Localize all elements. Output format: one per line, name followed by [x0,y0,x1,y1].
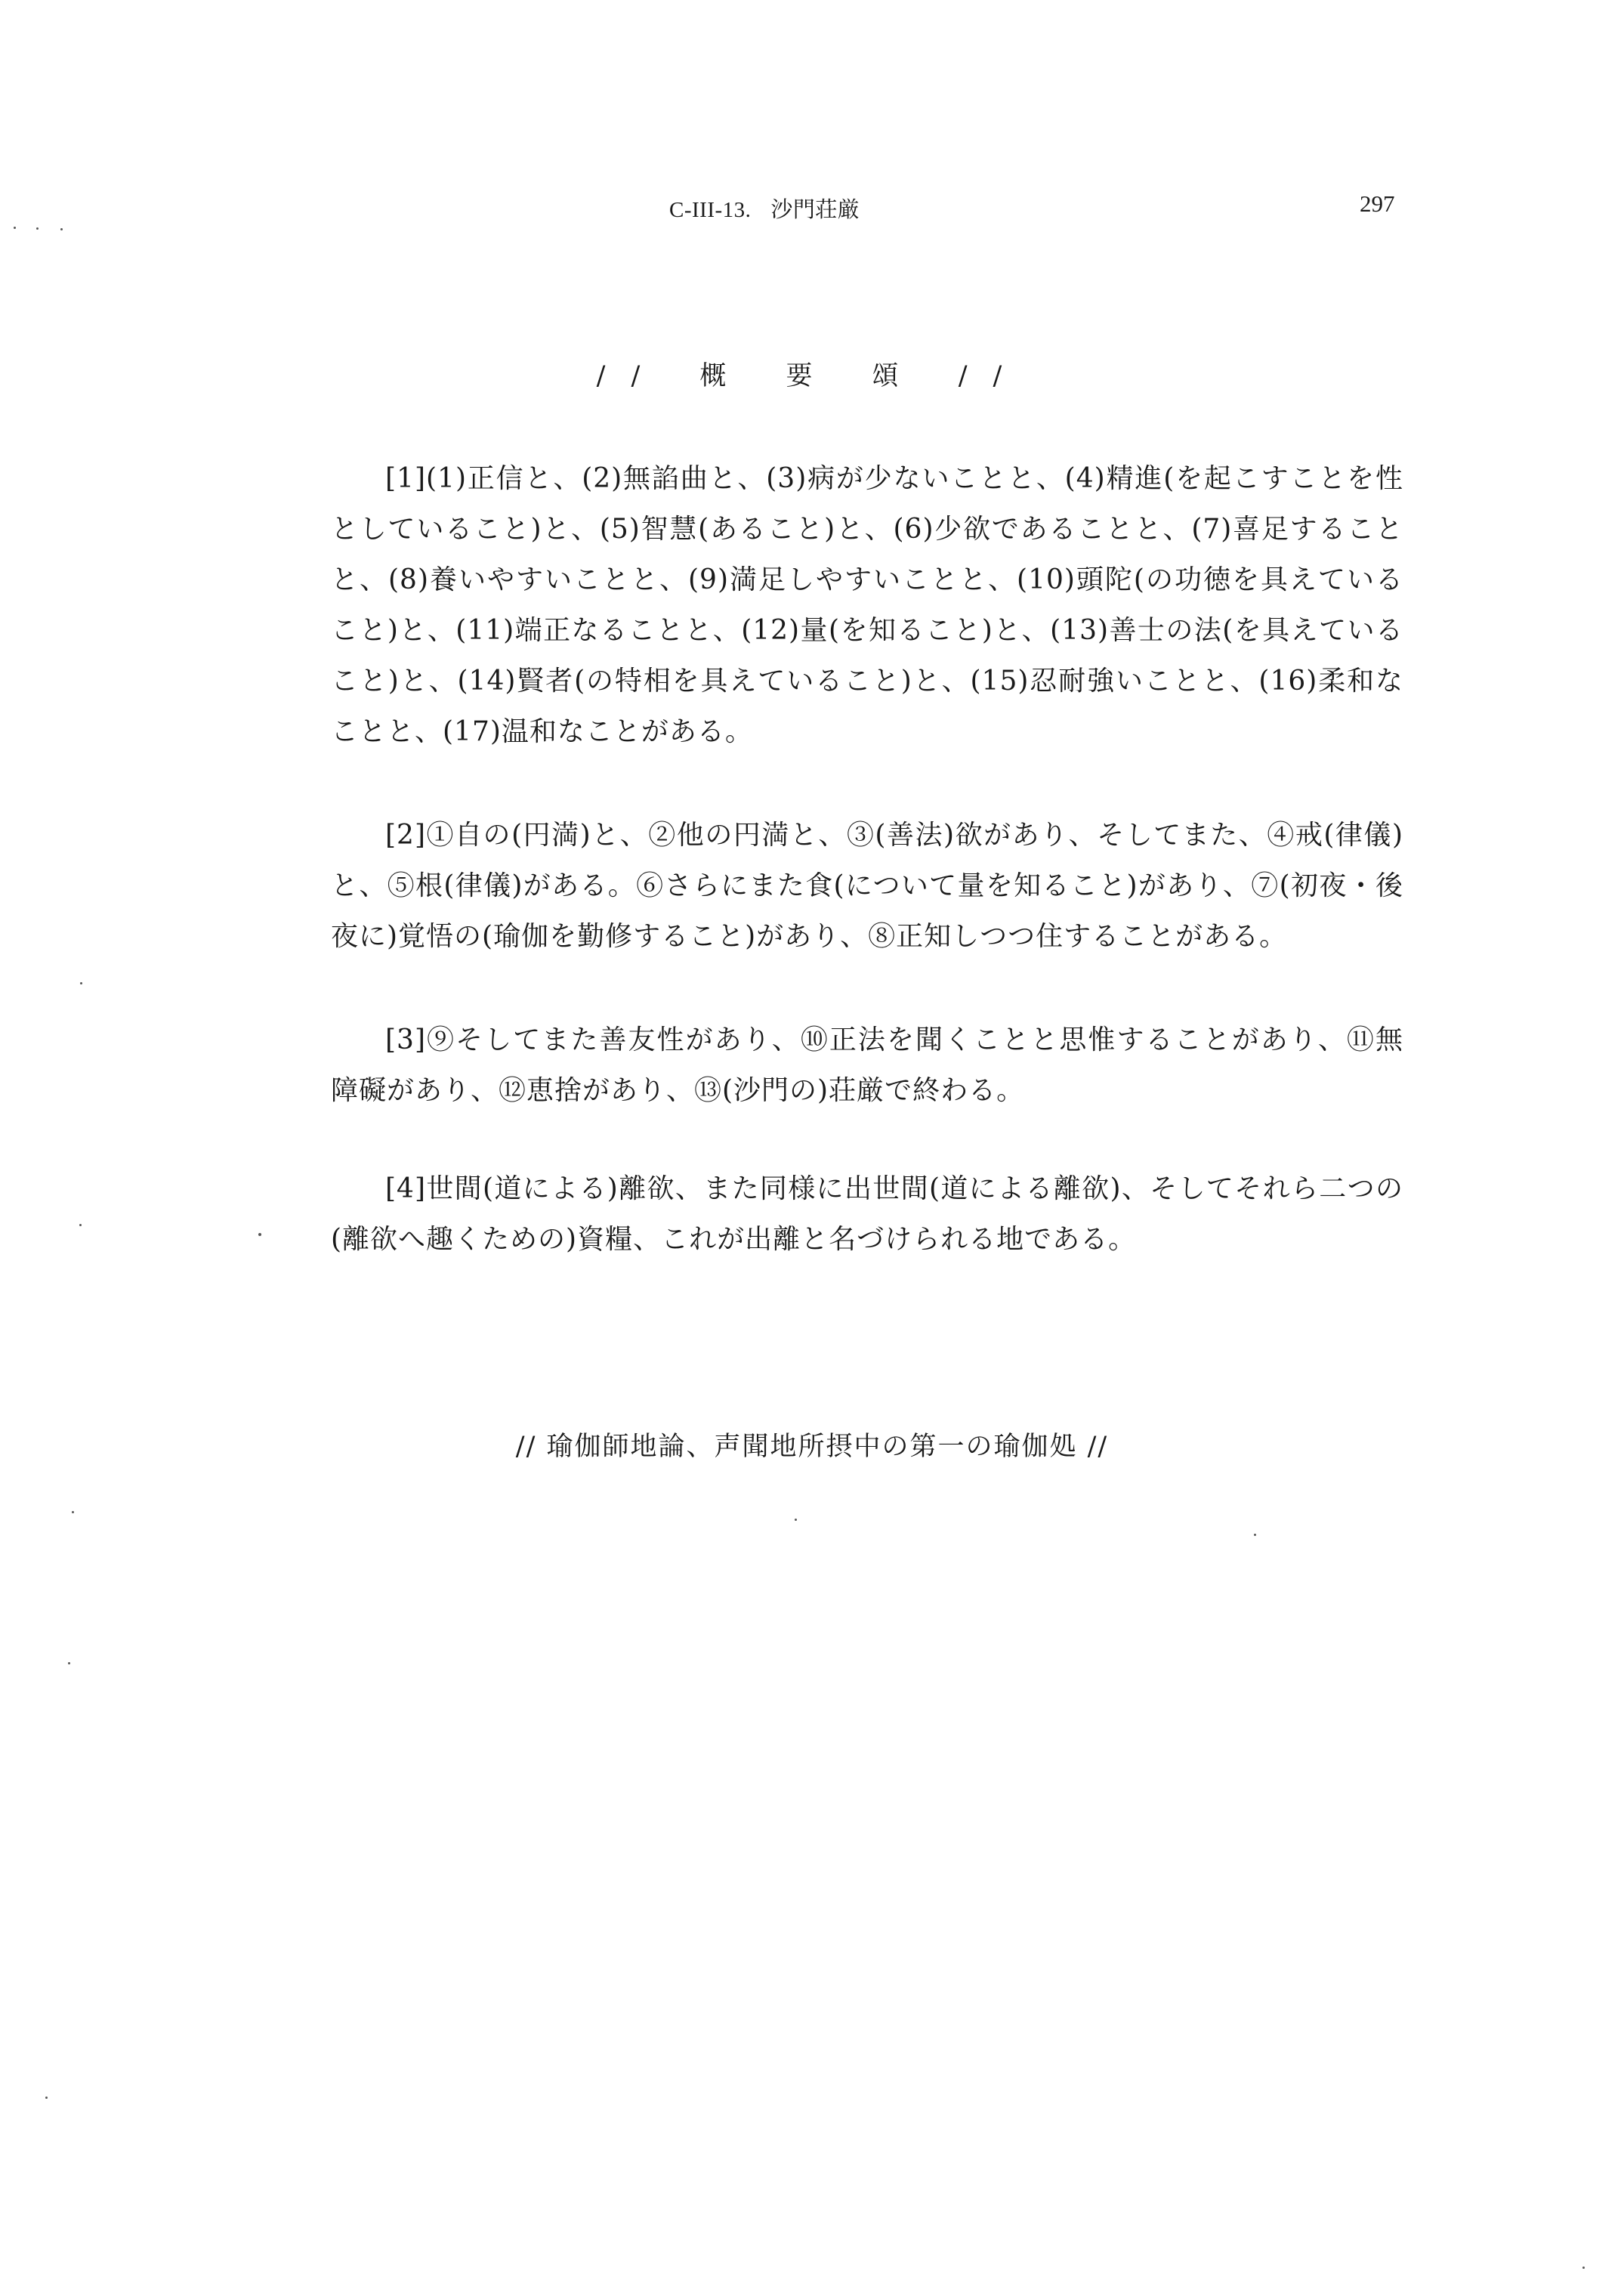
section-title: 沙門荘厳 [770,196,860,222]
scan-speck [72,1511,74,1513]
paragraph-text: [2]①自の(円満)と、②他の円満と、③(善法)欲があり、そしてまた、④戒(律儀)と、⑤根(律儀)がある。⑥さらにまた食(について量を知ること)があり、⑦(初夜・後夜に)覚悟の(瑜伽を勤修すること)があり、⑧正知しつつ住することがある。 [331,820,1403,952]
running-header [669,193,860,224]
paragraph-1 [331,453,1403,757]
page-number: 297 [1360,190,1395,217]
scan-speck [14,227,16,229]
closing-line: // 瑜伽師地論、声聞地所摂中の第一の瑜伽処 // [515,1432,1109,1462]
scan-speck [36,227,39,230]
scan-speck [258,1233,261,1236]
paragraph-text: [1](1)正信と、(2)無諂曲と、(3)病が少ないことと、(4)精進(を起こすことを性としていること)と、(5)智慧(あること)と、(6)少欲であることと、(7)喜足することと、(8)養いやすいことと、(9)満足しやすいことと、(10)頭陀(の功徳を具えていること)と、(11)端正なることと、(12)量(を知ること)と、(13)善士の法(を具えていること)と、(14)賢者(の特相を具えていること)と、(15)忍耐強いことと、(16)柔和なことと、(17)温和なことがある。 [331,463,1403,747]
scan-speck [80,982,82,984]
scan-speck [60,228,63,230]
paragraph-2 [331,810,1403,962]
paragraph-3 [331,1015,1403,1116]
scan-speck [79,1224,82,1226]
paragraph-4 [331,1163,1403,1265]
scan-speck [795,1519,797,1521]
section-heading: // 概 要 頌 // [596,361,1028,391]
paragraph-text: [4]世間(道による)離欲、また同様に出世間(道による離欲)、そしてそれら二つの(離欲へ趣くための)資糧、これが出離と名づけられる地である。 [331,1173,1403,1255]
scan-speck [45,2097,48,2099]
scan-speck [1254,1534,1256,1536]
scan-speck [1582,2267,1585,2269]
section-code: C-III-13. [669,198,752,222]
paragraph-text: [3]⑨そしてまた善友性があり、⑩正法を聞くことと思惟することがあり、⑪無障礙があり、⑫恵捨があり、⑬(沙門の)荘厳で終わる。 [331,1024,1403,1106]
scan-speck [68,1662,70,1664]
